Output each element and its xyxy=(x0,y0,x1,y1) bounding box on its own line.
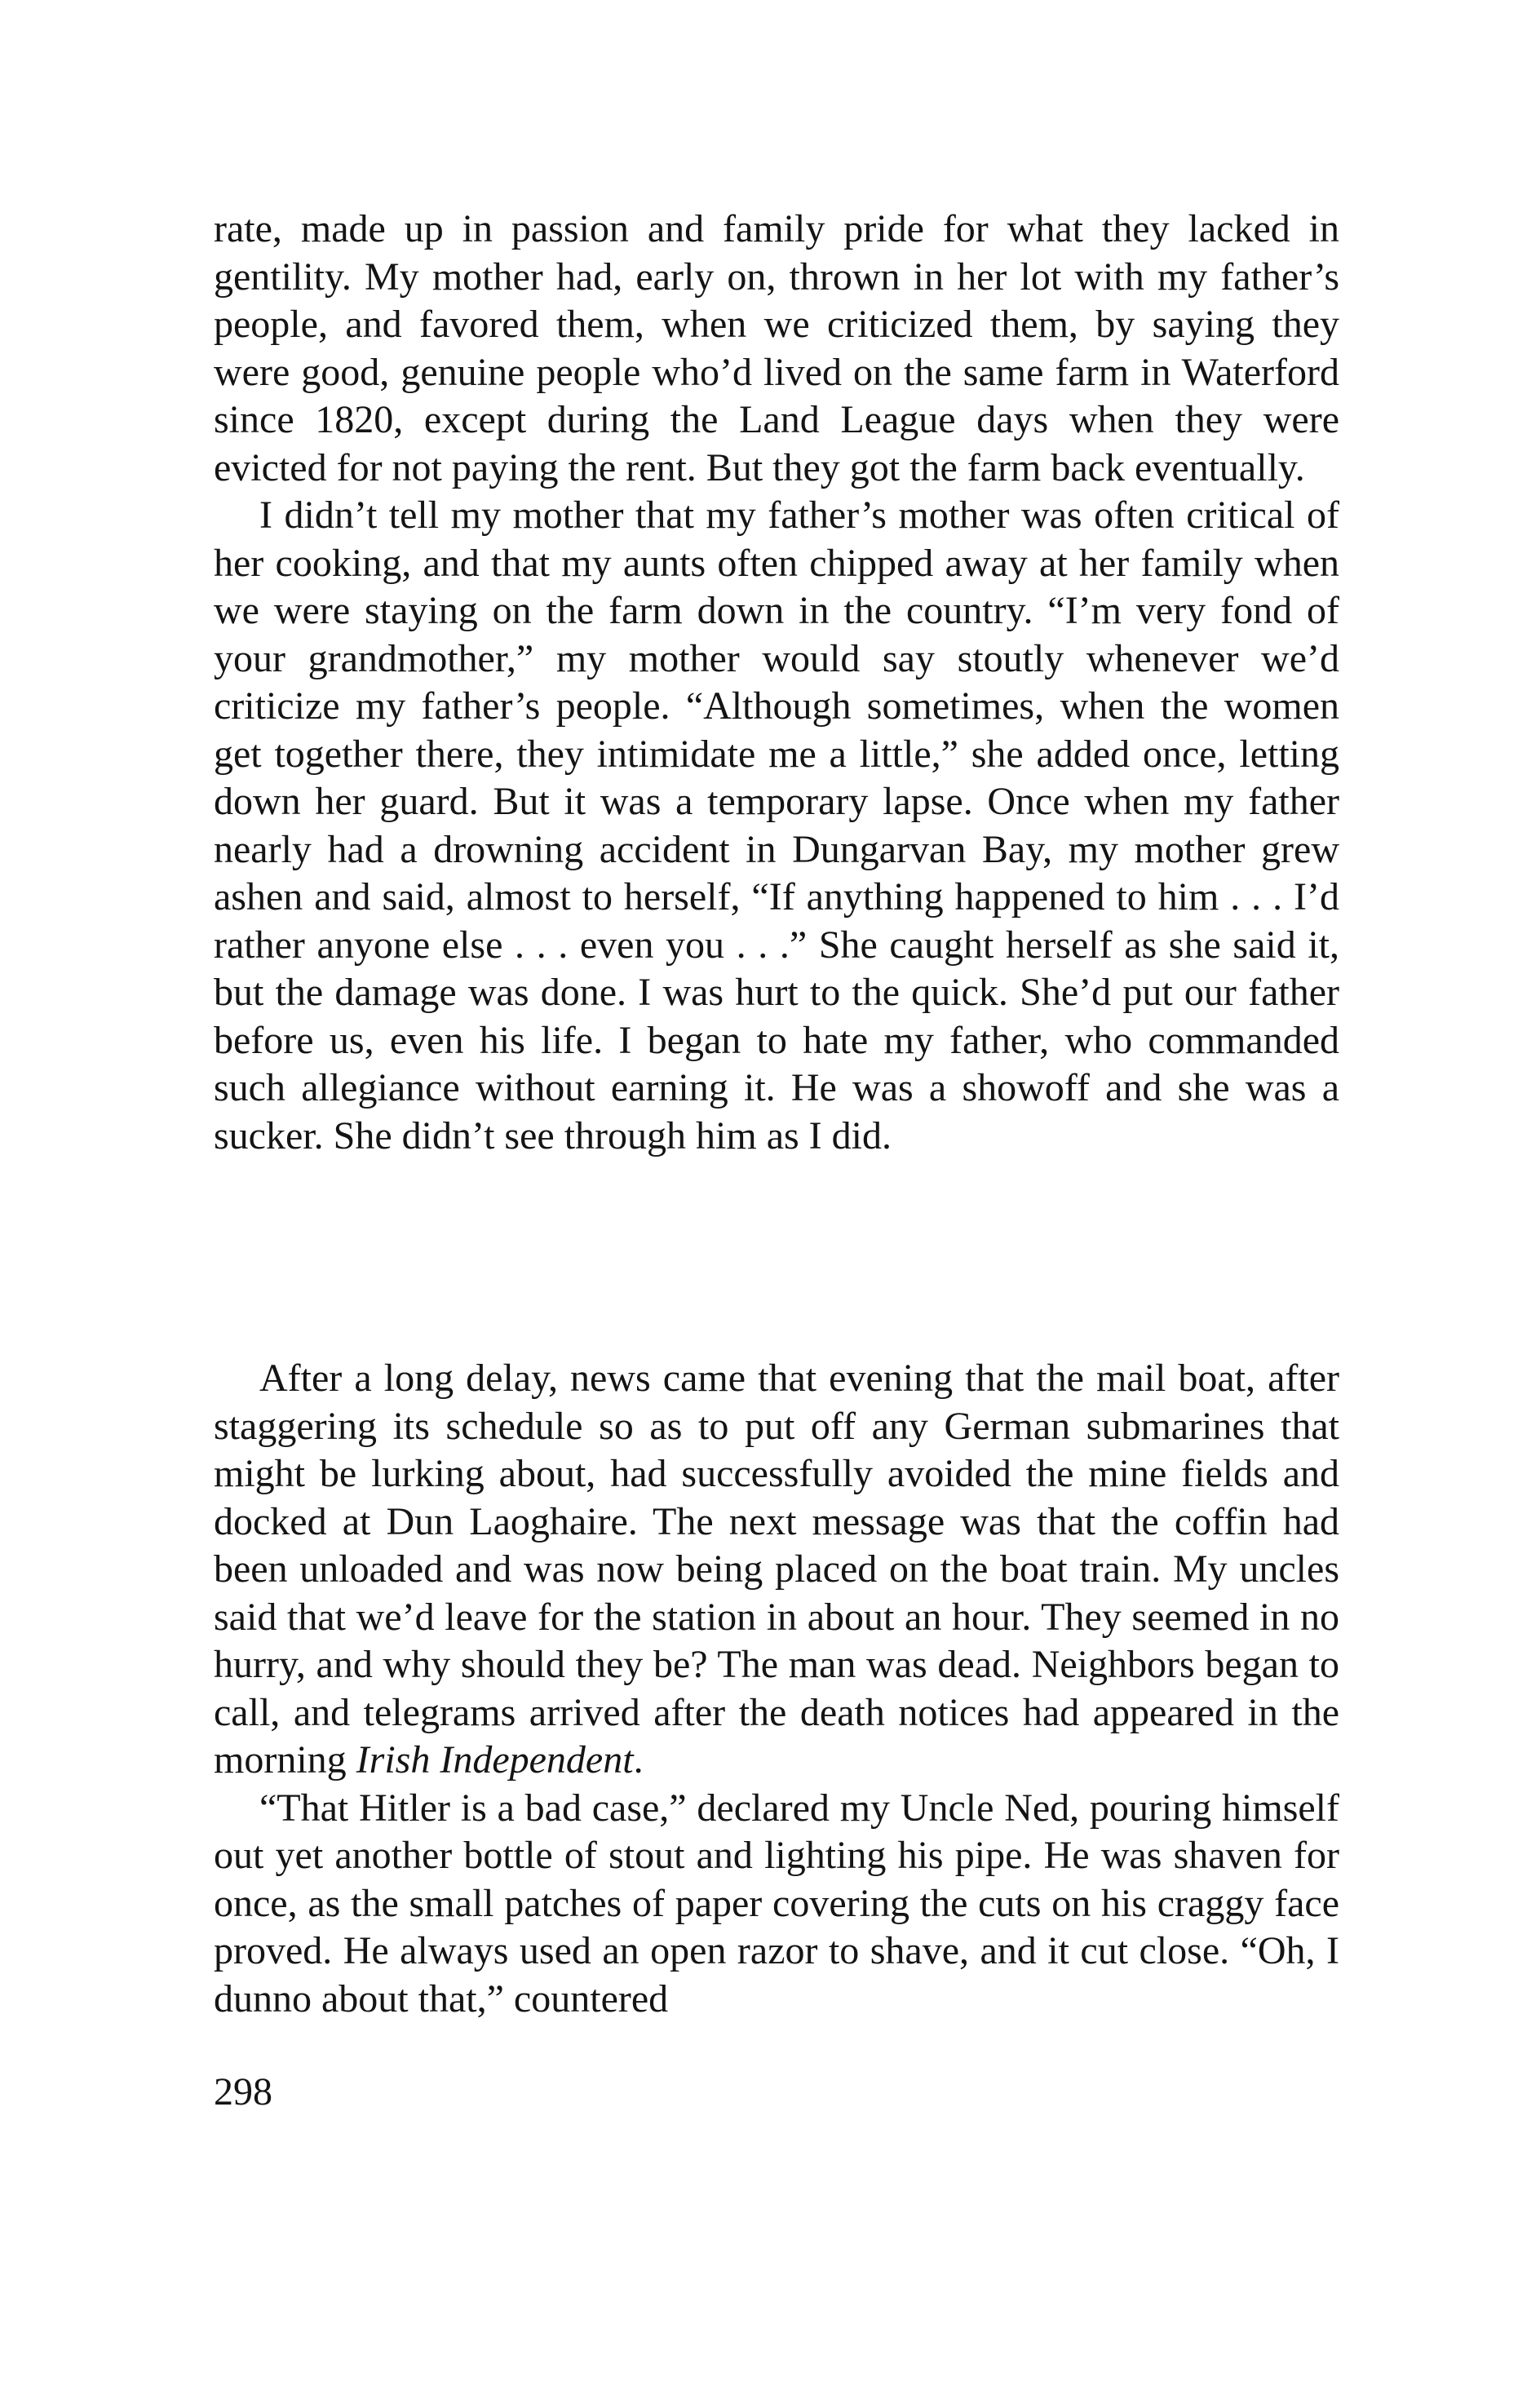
paragraph: “That Hitler is a bad case,” declared my Uncle Ned, pouring himself out yet another bottle of stout and lighting his pipe. He was shaven for once, as the small patches of paper covering the cuts on his craggy face proved. He always used an open razor to shave, and it cut close. “Oh, I dunno about that,” countered xyxy=(214,1786,1339,2021)
paragraph-text: After a long delay, news came that evening that the mail boat, after staggering its schedule so as to put off any German submarines that might be lurking about, had successfully avoided the mine fields and docked at Dun Laoghaire. The next message was that the coffin had been unloaded and was now being placed on the boat train. My uncles said that we’d leave for the station in about an hour. They seemed in no hurry, and why should they be? The man was dead. Neighbors began to call, and telegrams arrived after the death notices had appeared in the morning xyxy=(214,1357,1339,1782)
page-number: 298 xyxy=(214,2070,272,2114)
paragraph-text-end: . xyxy=(633,1738,644,1782)
text-section-1 xyxy=(214,206,1339,1160)
text-section-2 xyxy=(214,1355,1339,2023)
paragraph: rate, made up in passion and family pride for what they lacked in gentility. My mother had, early on, thrown in her lot with my father’s people, and favored them, when we criticized them, by saying they were good, genuine people who’d lived on the same farm in Waterford since 1820, except during the Land League days when they were evicted for not paying the rent. But they got the farm back eventually. xyxy=(214,207,1339,489)
paragraph xyxy=(214,1355,1339,1785)
newspaper-title: Irish Independent xyxy=(356,1738,634,1782)
paragraph: I didn’t tell my mother that my father’s mother was often critical of her cooking, and that my aunts often chipped away at her family when we were staying on the farm down in the country. “I’m very fond of your grandmother,” my mother would say stoutly whenever we’d criticize my father’s people. “Although sometimes, when the women get together there, they intimidate me a little,” she added once, letting down her guard. But it was a temporary lapse. Once when my father nearly had a drowning accident in Dungarvan Bay, my mother grew ashen and said, almost to herself, “If anything happened to him . . . I’d rather anyone else . . . even you . . .” She caught herself as she said it, but the damage was done. I was hurt to the quick. She’d put our father before us, even his life. I began to hate my father, who commanded such allegiance without earning it. He was a showoff and she was a sucker. She didn’t see through him as I did. xyxy=(214,494,1339,1157)
